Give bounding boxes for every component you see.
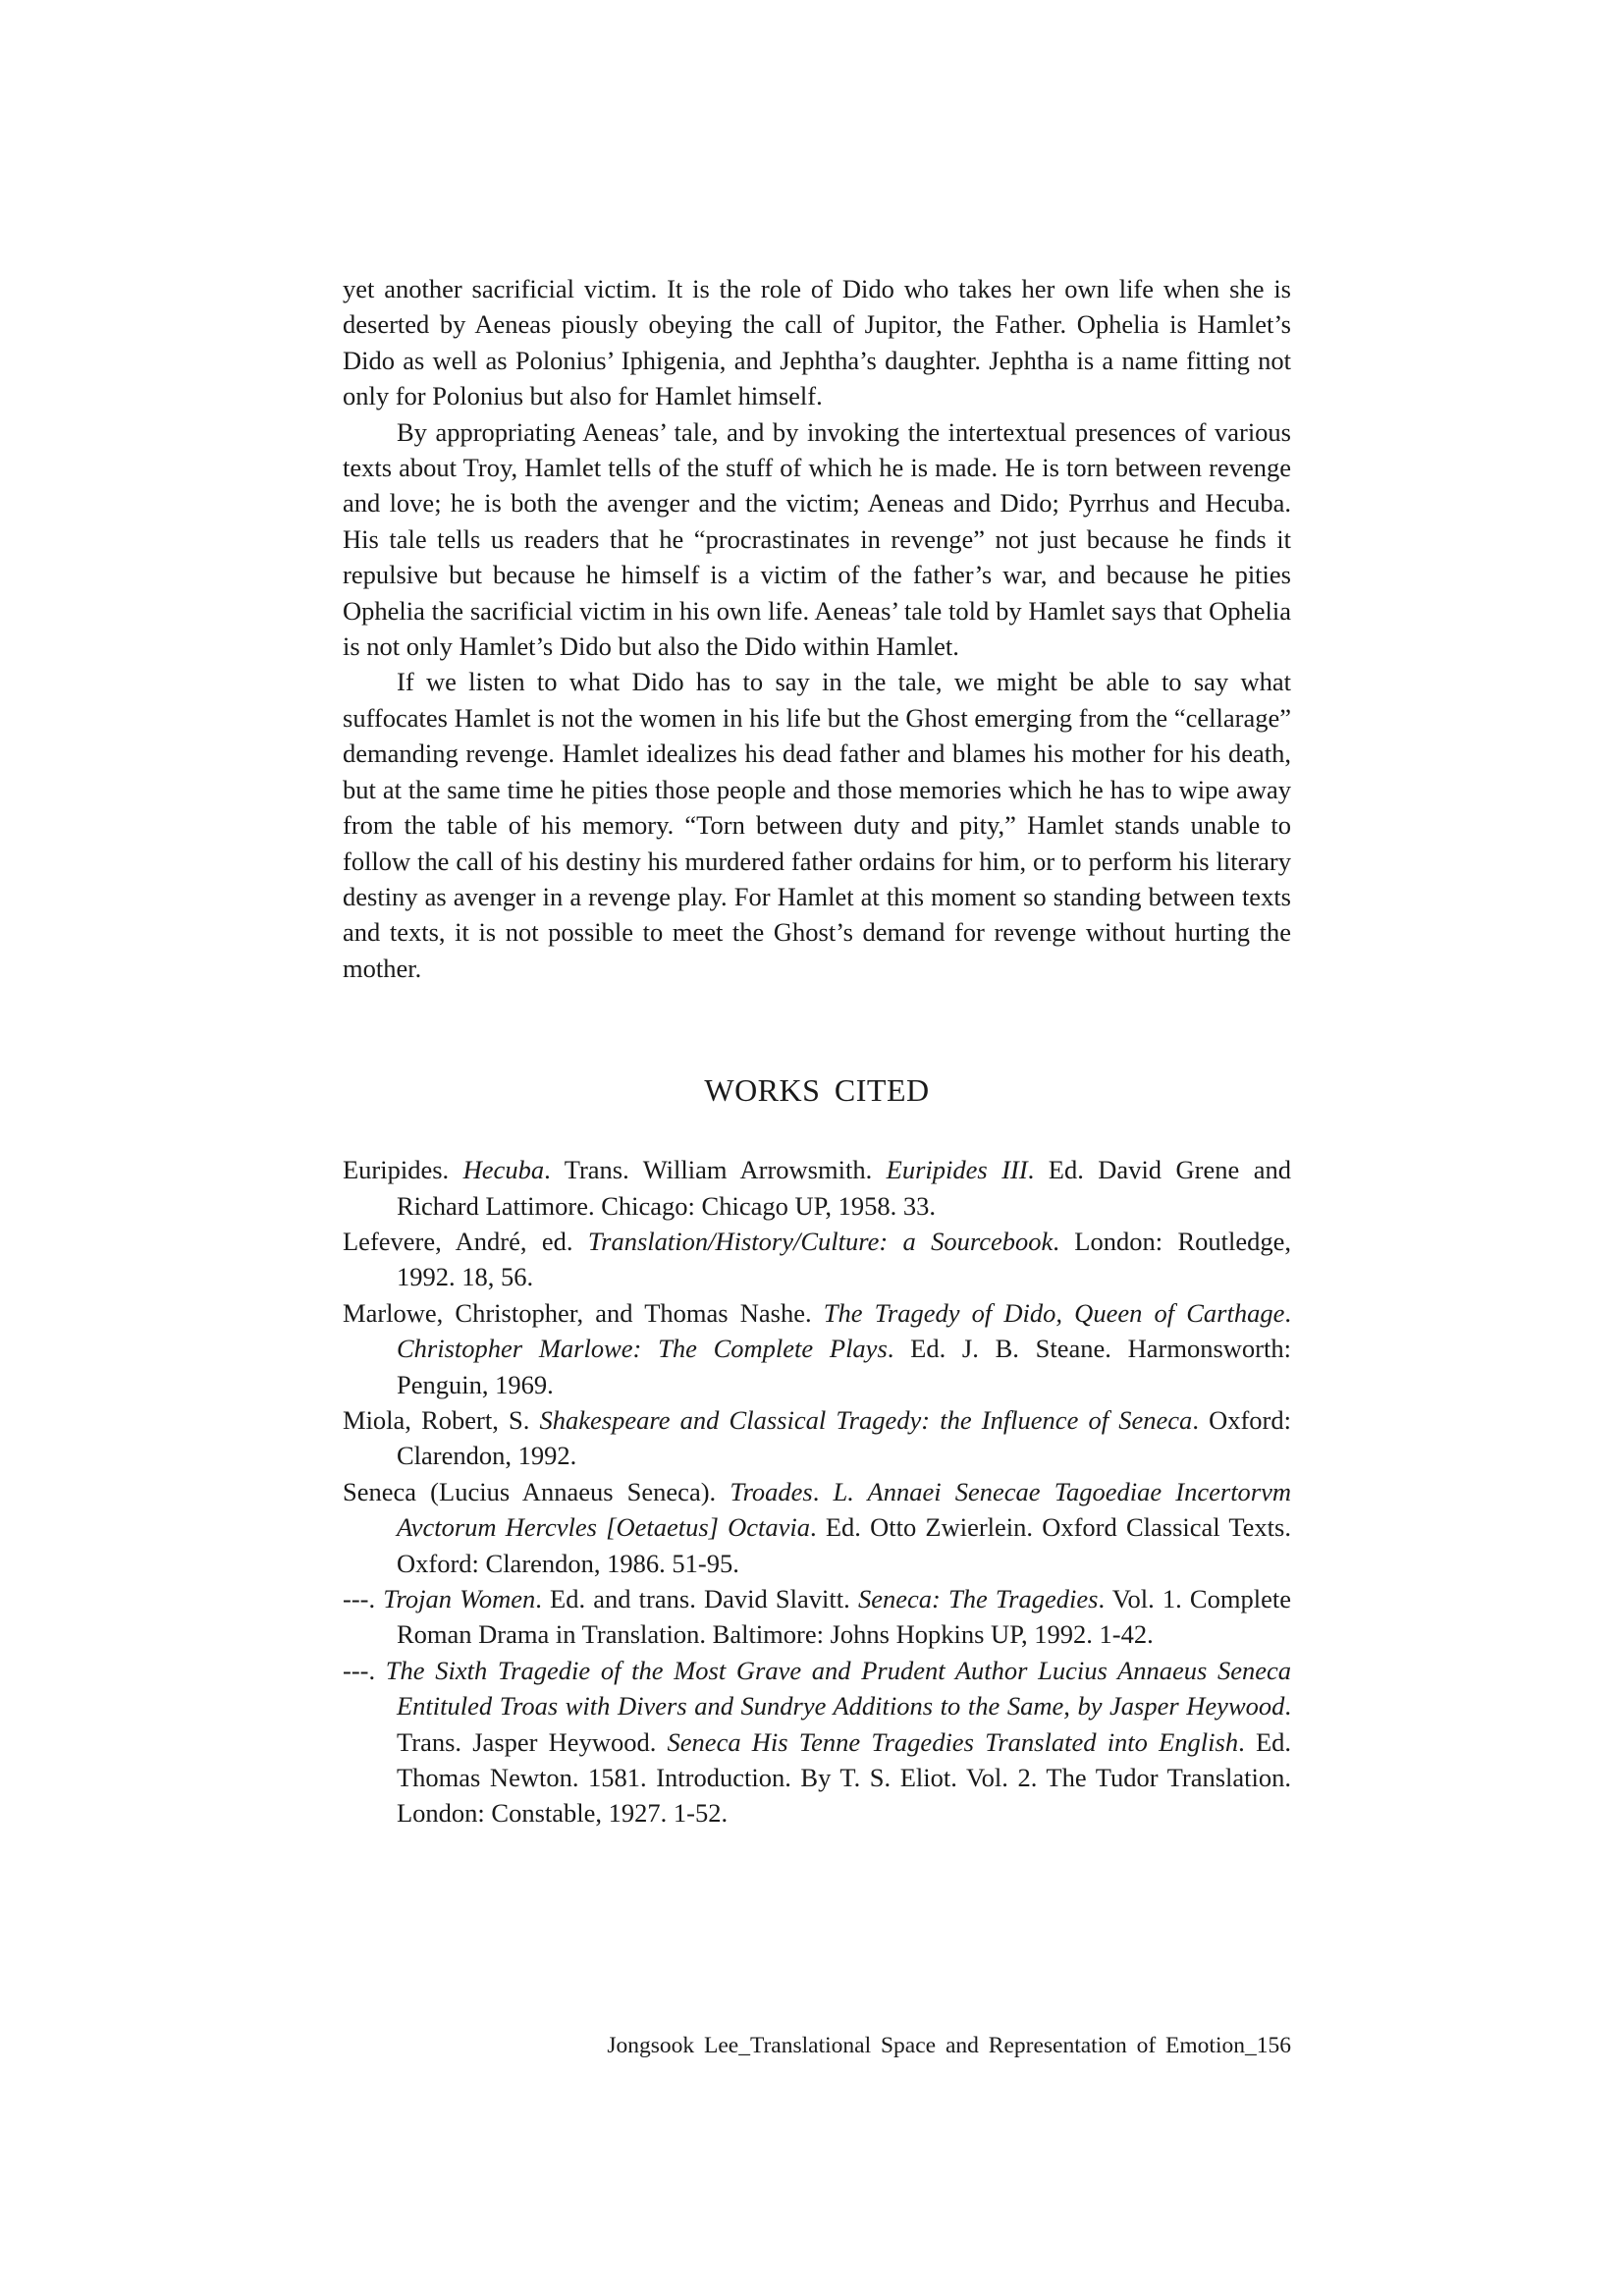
entry-text: . <box>1284 1297 1291 1328</box>
body-paragraph-1: yet another sacrificial victim. It is the role of Dido who takes her own life when she is deserted by Aeneas piously obeying the call of Jupitor, the Father. Ophelia is Hamlet’s Dido as well as Polonius’ Iphigenia, and Jephtha’s daughter. Jephtha is a name fitting not only for Polonius but also for Hamlet himself. <box>343 274 1291 411</box>
entry-text: . Ed. J. B. Steane. Harmonsworth: Penguin, 1969. <box>397 1334 1291 1399</box>
entry-title-italic: Hecuba <box>462 1155 545 1185</box>
body-paragraph-2: By appropriating Aeneas’ tale, and by invoking the intertextual presences of various texts about Troy, Hamlet tells of the stuff of which he is made. He is torn between revenge and love; he is both the avenger and the victim; Aeneas and Dido; Pyrrhus and Hecuba. His tale tells us readers that he “procrastinates in revenge” not just because he finds it repulsive but because he himself is a victim of the father’s war, and because he pities Ophelia the sacrificial victim in his own life. Aeneas’ tale told by Hamlet says that Ophelia is not only Hamlet’s Dido but also the Dido within Hamlet. <box>343 416 1291 662</box>
works-cited-entry <box>343 1152 1291 1224</box>
entry-text: Lefevere, André, ed. <box>343 1226 588 1256</box>
works-cited-heading: WORKS CITED <box>704 1072 930 1109</box>
works-cited-list <box>343 1152 1291 1831</box>
entry-title-italic: Seneca: The Tragedies <box>857 1584 1099 1613</box>
entry-text: Marlowe, Christopher, and Thomas Nashe. <box>343 1297 824 1328</box>
entry-text: ---. <box>343 1655 386 1685</box>
entry-title-italic: The Sixth Tragedie of the Most Grave and Prudent Author Lucius Annaeus Seneca Entituled Troas with Divers and Sundrye Additions to the Same, by Jasper Heywood <box>385 1655 1291 1722</box>
works-cited-entry <box>343 1653 1291 1831</box>
running-footer: Jongsook Lee_Translational Space and Representation of Emotion_156 <box>607 2033 1291 2058</box>
entry-text: ---. <box>343 1584 384 1613</box>
body-text <box>343 271 1291 986</box>
entry-title-italic: Translation/History/Culture: a Sourcebook <box>587 1226 1054 1256</box>
entry-title-italic: Shakespeare and Classical Tragedy: the Influence of Seneca <box>539 1404 1193 1435</box>
page-content <box>343 271 1291 1831</box>
entry-text: . <box>812 1476 834 1506</box>
works-cited-entry <box>343 1474 1291 1581</box>
entry-title-italic: The Tragedy of Dido, Queen of Carthage <box>823 1297 1285 1328</box>
entry-title-italic: Euripides III <box>886 1155 1028 1185</box>
entry-text: Seneca (Lucius Annaeus Seneca). <box>343 1476 730 1506</box>
entry-text: . Vol. 1. Complete Roman Drama in Translation. Baltimore: Johns Hopkins UP, 1992. 1-42. <box>397 1584 1291 1650</box>
entry-title-italic: Seneca His Tenne Tragedies Translated into English <box>667 1726 1239 1757</box>
entry-title-italic: Christopher Marlowe: The Complete Plays <box>397 1334 888 1364</box>
entry-text: . London: Routledge, 1992. 18, 56. <box>397 1226 1291 1292</box>
entry-title-italic: Troades <box>730 1476 813 1506</box>
entry-text: . Oxford: Clarendon, 1992. <box>397 1404 1291 1471</box>
entry-text: . Trans. William Arrowsmith. <box>544 1155 887 1185</box>
entry-title-italic: Trojan Women <box>383 1584 536 1613</box>
works-cited-entry <box>343 1402 1291 1474</box>
works-cited-entry <box>343 1581 1291 1653</box>
entry-text: . Ed. Otto Zwierlein. Oxford Classical Texts. Oxford: Clarendon, 1986. 51-95. <box>397 1512 1291 1578</box>
entry-text: . Trans. Jasper Heywood. <box>397 1691 1291 1757</box>
entry-text: Euripides. <box>343 1155 463 1185</box>
entry-text: Miola, Robert, S. <box>343 1404 540 1435</box>
works-cited-entry <box>343 1224 1291 1295</box>
entry-text: . Ed. Thomas Newton. 1581. Introduction. By T. S. Eliot. Vol. 2. The Tudor Translation. London: Constable, 1927. 1-52. <box>397 1726 1292 1829</box>
works-cited-entry <box>343 1295 1291 1402</box>
body-paragraph-3: If we listen to what Dido has to say in the tale, we might be able to say what suffocates Hamlet is not the women in his life but the Ghost emerging from the “cellarage” demanding revenge. Hamlet idealizes his dead father and blames his mother for his death, but at the same time he pities those people and those memories which he has to wipe away from the table of his memory. “Torn between duty and pity,” Hamlet stands unable to follow the call of his destiny his murdered father ordains for him, or to perform his literary destiny as avenger in a revenge play. For Hamlet at this moment so standing between texts and texts, it is not possible to meet the Ghost’s demand for revenge without hurting the mother. <box>343 667 1291 983</box>
entry-text: . Ed. David Grene and Richard Lattimore. Chicago: Chicago UP, 1958. 33. <box>397 1155 1291 1221</box>
entry-title-italic: L. Annaei Senecae Tagoediae Incertorvm Avctorum Hercvles [Oetaetus] Octavia <box>397 1476 1292 1543</box>
entry-text: . Ed. and trans. David Slavitt. <box>535 1584 858 1613</box>
